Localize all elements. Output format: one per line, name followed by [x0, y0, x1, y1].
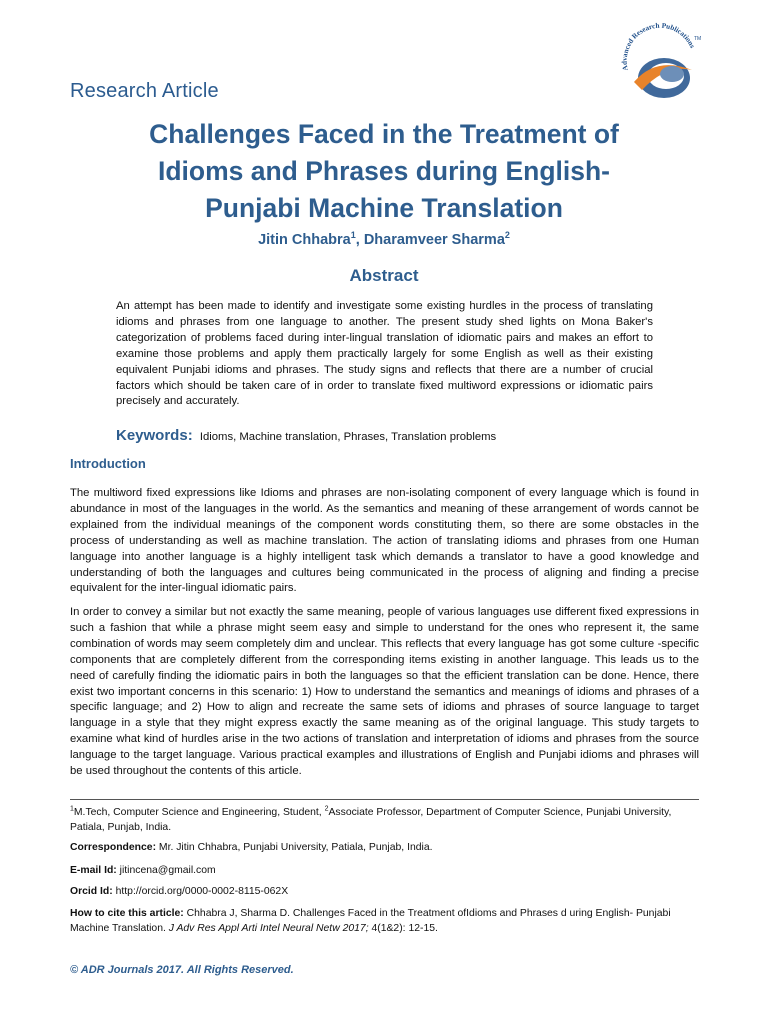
footnote-citation: [70, 906, 699, 936]
affiliation-text: M.Tech, Computer Science and Engineering, Student,: [73, 807, 325, 818]
body-paragraph: The multiword fixed expressions like Idioms and phrases are non-isolating component of every language which is found in abundance in most of the languages in the world. As the semantics and meaning of these arrangement of words cannot be explained from the individual meanings of the component words constituting them, so there are some obstacles in the process of understanding as well as machine translation. The action of translating idioms and phrases from one Human language into another language is a highly intelligent task which demands a translator to have a good knowledge and understanding of both the languages and cultures being communicated in the process of aligning and finding a precise equivalent for the inter-lingual idiomatic pairs.: [70, 487, 699, 595]
orcid-label: Orcid Id:: [70, 886, 113, 897]
keywords-label: Keywords:: [116, 427, 193, 444]
author-name: Jitin Chhabra: [258, 232, 351, 248]
email-value: jitincena@gmail.com: [116, 865, 216, 876]
footnote-affiliations: [70, 805, 699, 835]
title-line: Idioms and Phrases during English-: [157, 156, 611, 186]
logo-trademark: TM: [694, 36, 702, 42]
footnote-orcid: [70, 884, 699, 899]
publisher-logo: [614, 18, 706, 110]
affiliation-marker: 2: [324, 805, 329, 813]
author-separator: ,: [355, 232, 364, 248]
affiliation-text: Associate Professor, Department of Computer Science, Punjabi University, Patiala, Punjab, India.: [70, 807, 672, 833]
orcid-value: http://orcid.org/0000-0002-8115-062X: [112, 886, 289, 897]
email-label: E-mail Id:: [70, 865, 117, 876]
paper-title: [100, 116, 668, 227]
body-paragraph: In order to convey a similar but not exactly the same meaning, people of various languages use different fixed expressions in such a fashion that while a phrase might seem easy and simple to understand for the ones who represent it, the same combination of words may seem completely dim and unclear. This reflects that every language has got some culture -specific components that are completely different from the corresponding items existing in another language. This leads us to the need of carefully finding the idiomatic pairs in both the languages so that the efficient translation can be done. Hence, there exist two important concerns in this scenario: 1) How to understand the semantics and meanings of idioms and phrases of a specific language; and 2) How to align and recreate the same sets of idioms and phrases of source language to target language in a style that they might express exactly the same meaning as of the original language. This study targets to examine what kind of hurdles arise in the two actions of translation and interpretation of idioms and phrases from the source language to the target language. Various practical examples and illustrations of English and Punjabi idioms and phrases will be used throughout the contents of this article.: [70, 606, 699, 778]
citation-volume: 4(1&2): 12-15.: [368, 923, 438, 934]
keywords-line: [116, 427, 676, 444]
correspondence-text: Mr. Jitin Chhabra, Punjabi University, Patiala, Punjab, India.: [156, 842, 433, 853]
title-line: Punjabi Machine Translation: [205, 193, 563, 223]
affiliation-marker: 1: [70, 805, 74, 813]
abstract-text: An attempt has been made to identify and investigate some existing hurdles in the process of translating idioms and phrases from one language to another. The present study shed lights on Mona Baker's categorization of problems faced during inter-lingual translation of idiomatic pairs and makes an effort to examine those problems and apply them practically largely for some English as well as their existing equivalent Punjabi idioms and phrases. The study signs and reflects that there are a number of crucial factors which should be taken care of in order to translate fixed multiword expressions or idiomatic pairs precisely and accurately.: [116, 300, 653, 408]
keywords-text: Idioms, Machine translation, Phrases, Translation problems: [199, 431, 497, 443]
author-list: [100, 232, 668, 248]
citation-journal: J Adv Res Appl Arti Intel Neural Netw 2017;: [168, 923, 369, 934]
article-type-label: Research Article: [70, 80, 219, 102]
correspondence-label: Correspondence:: [70, 842, 157, 853]
section-heading-introduction: Introduction: [70, 456, 146, 471]
citation-text: Chhabra J, Sharma D. Challenges Faced in the Treatment ofIdioms and Phrases d uring English- Punjabi Machine Translation.: [70, 908, 671, 934]
abstract-heading: Abstract: [349, 266, 419, 285]
author-affiliation-marker: 2: [504, 230, 510, 241]
footnote-correspondence: [70, 840, 699, 855]
title-line: Challenges Faced in the Treatment of: [149, 119, 619, 149]
copyright-notice: © ADR Journals 2017. All Rights Reserved.: [70, 964, 294, 976]
footnote-divider: [70, 799, 699, 800]
author-affiliation-marker: 1: [350, 230, 356, 241]
logo-text: Advanced Research Publications: [620, 21, 697, 72]
citation-label: How to cite this article:: [70, 908, 184, 919]
footnote-email: [70, 863, 699, 878]
author-name: Dharamveer Sharma: [363, 232, 505, 248]
